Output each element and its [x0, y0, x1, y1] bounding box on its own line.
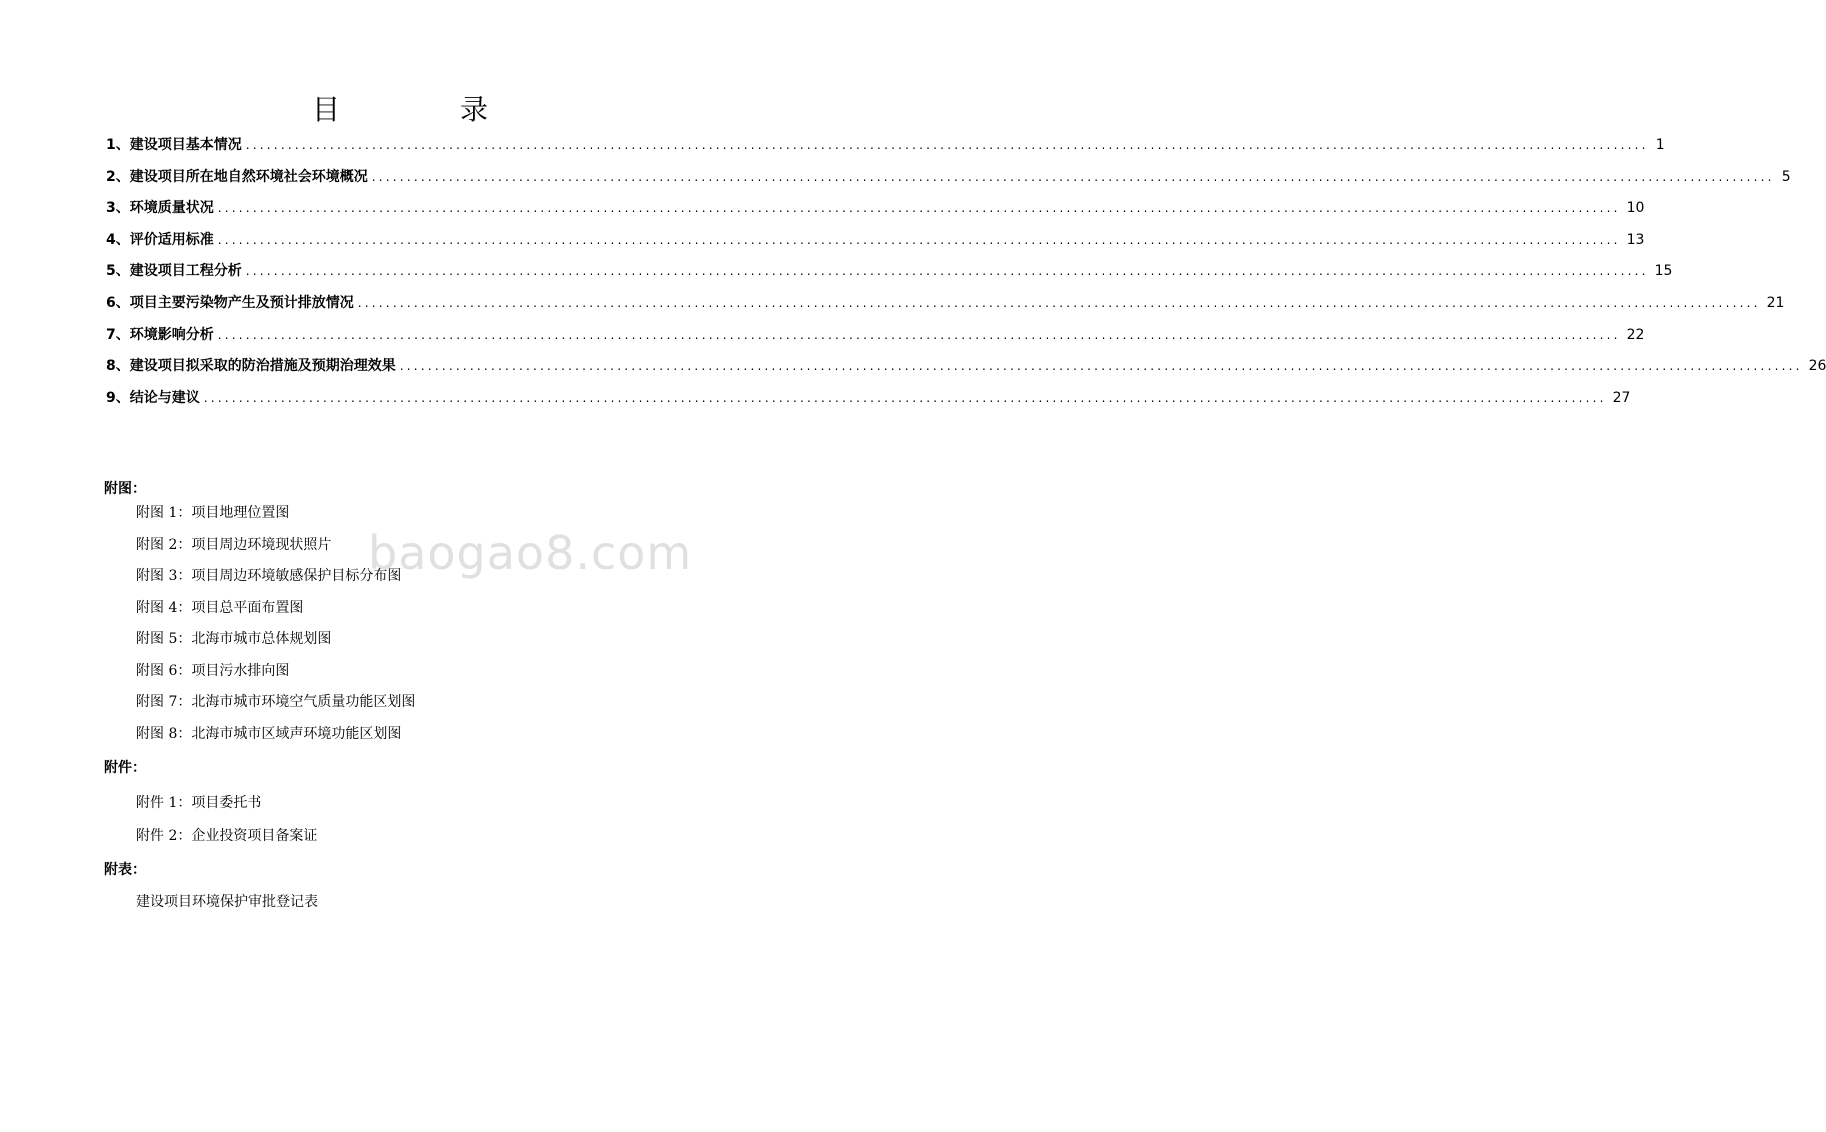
toc-leader-dots: ........................................................................................................................................................................................................: [357, 295, 1761, 310]
toc-entry-label: 2、建设项目所在地自然环境社会环境概况: [106, 168, 368, 185]
figure-item: 附图 3：项目周边环境敏感保护目标分布图: [136, 568, 402, 584]
toc-entry-label: 3、环境质量状况: [106, 200, 214, 217]
toc-entry[interactable]: [106, 166, 1791, 198]
figures-heading: 附图：: [104, 481, 146, 497]
toc-entry[interactable]: [106, 229, 1645, 261]
toc-leader-dots: ........................................................................................................................................................................................................: [245, 264, 1649, 279]
toc-leader-dots: ........................................................................................................................................................................................................: [399, 359, 1803, 374]
figure-item: 附图 4：项目总平面布置图: [136, 600, 304, 616]
toc-entry-label: 1、建设项目基本情况: [106, 137, 242, 153]
toc-entry-page: 15: [1654, 263, 1673, 280]
toc-entry-page: 22: [1626, 326, 1645, 343]
toc-entry-page: 27: [1612, 389, 1631, 406]
toc-entry-label: 6、项目主要污染物产生及预计排放情况: [106, 294, 354, 311]
toc-leader-dots: ........................................................................................................................................................................................................: [371, 169, 1775, 184]
toc-entry-page: 5: [1781, 168, 1791, 185]
toc-leader-dots: ........................................................................................................................................................................................................: [217, 327, 1621, 342]
toc-entry[interactable]: [106, 260, 1673, 292]
toc-entry[interactable]: [106, 355, 1826, 387]
toc-entry-label: 7、环境影响分析: [106, 326, 214, 343]
page-title: 目 录: [311, 93, 534, 126]
figure-item: 附图 7：北海市城市环境空气质量功能区划图: [136, 694, 416, 710]
toc-leader-dots: ........................................................................................................................................................................................................: [203, 390, 1607, 405]
toc-leader-dots: ........................................................................................................................................................................................................: [217, 232, 1621, 247]
toc-entry[interactable]: [106, 134, 1665, 166]
figure-item: 附图 5：北海市城市总体规划图: [136, 631, 332, 647]
toc-entry-label: 4、评价适用标准: [106, 231, 214, 248]
toc-entry-page: 10: [1626, 200, 1645, 217]
toc-entry-label: 9、结论与建议: [106, 389, 200, 406]
toc-leader-dots: ........................................................................................................................................................................................................: [217, 201, 1621, 216]
toc-entry[interactable]: [106, 197, 1645, 229]
toc-entry-page: 1: [1655, 137, 1665, 153]
watermark: baogao8.com: [368, 526, 693, 580]
tables-heading: 附表：: [104, 862, 146, 878]
toc-entry-page: 21: [1766, 294, 1785, 311]
toc-entry-label: 8、建设项目拟采取的防治措施及预期治理效果: [106, 358, 396, 375]
attachments-heading: 附件：: [104, 760, 146, 776]
toc-leader-dots: ........................................................................................................................................................................................................: [245, 138, 1649, 152]
attachment-item: 附件 1：项目委托书: [136, 795, 262, 811]
toc-entry[interactable]: [106, 387, 1631, 419]
toc-entry-page: 26: [1808, 358, 1826, 375]
figure-item: 附图 1：项目地理位置图: [136, 505, 290, 521]
toc-entry[interactable]: [106, 292, 1785, 324]
toc-entry-page: 13: [1626, 231, 1645, 248]
attachment-item: 附件 2：企业投资项目备案证: [136, 828, 318, 844]
toc-entry[interactable]: [106, 324, 1645, 356]
table-item: 建设项目环境保护审批登记表: [136, 894, 318, 910]
figure-item: 附图 6：项目污水排向图: [136, 663, 290, 679]
figure-item: 附图 2：项目周边环境现状照片: [136, 537, 332, 553]
table-of-contents: [106, 134, 1826, 418]
figure-item: 附图 8：北海市城市区域声环境功能区划图: [136, 726, 402, 742]
toc-entry-label: 5、建设项目工程分析: [106, 263, 242, 280]
